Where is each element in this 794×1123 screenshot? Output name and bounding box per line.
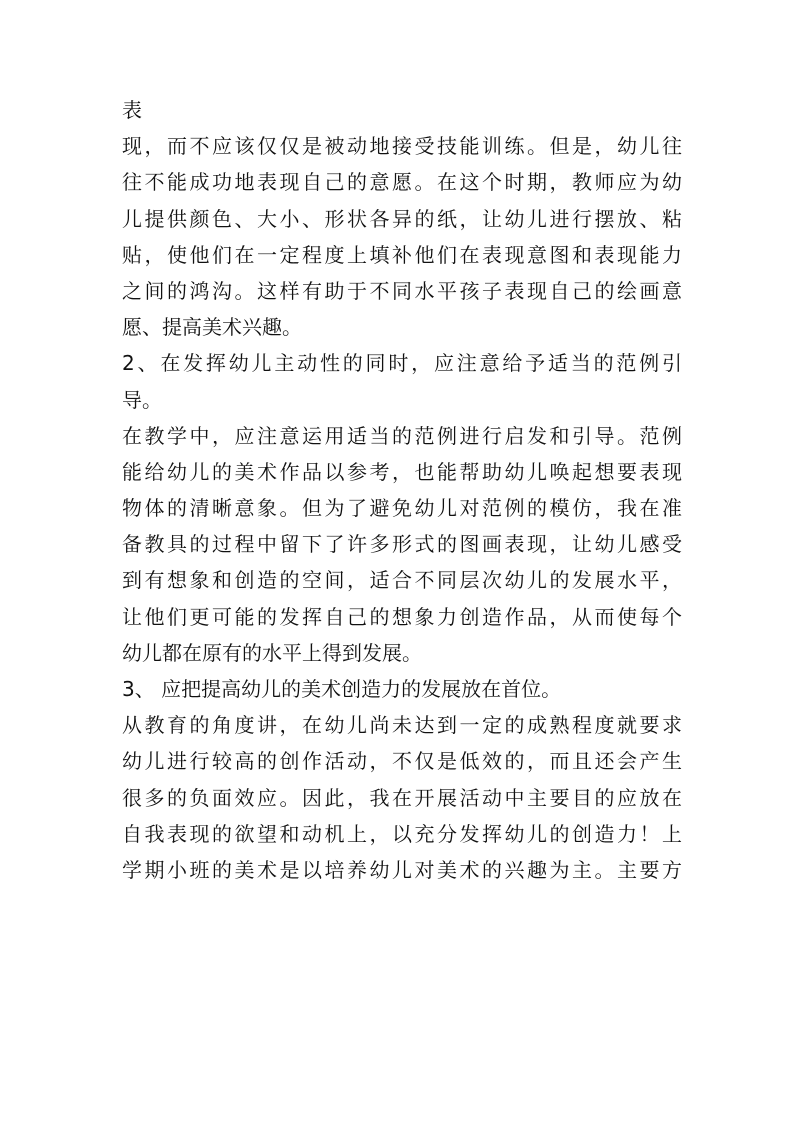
text-line: 能给幼儿的美术作品以参考，也能帮助幼儿唤起想要表现 xyxy=(122,459,682,484)
text-line: 自我表现的欲望和动机上，以充分发挥幼儿的创造力！上 xyxy=(122,821,682,846)
text-line: 儿提供颜色、大小、形状各异的纸，让幼儿进行摆放、粘 xyxy=(122,206,682,231)
text-line: 表 xyxy=(122,98,142,122)
text-line: 很多的负面效应。因此，我在开展活动中主要目的应放在 xyxy=(122,785,682,810)
text-line: 物体的清晰意象。但为了避免幼儿对范例的模仿，我在准 xyxy=(122,496,682,521)
text-line: 现，而不应该仅仅是被动地接受技能训练。但是，幼儿往 xyxy=(122,134,682,159)
text-line: 贴，使他们在一定程度上填补他们在表现意图和表现能力 xyxy=(122,242,682,267)
text-line: 从教育的角度讲，在幼儿尚未达到一定的成熟程度就要求 xyxy=(122,713,682,738)
section-heading: 2、在发挥幼儿主动性的同时，应注意给予适当的范例引 xyxy=(122,351,682,376)
text-line: 愿、提高美术兴趣。 xyxy=(122,315,302,340)
text-line: 学期小班的美术是以培养幼儿对美术的兴趣为主。主要方 xyxy=(122,857,682,882)
section-heading: 3、 应把提高幼儿的美术创造力的发展放在首位。 xyxy=(122,677,562,701)
section-heading: 导。 xyxy=(122,387,162,412)
text-line: 到有想象和创造的空间，适合不同层次幼儿的发展水平， xyxy=(122,568,682,593)
text-line: 让他们更可能的发挥自己的想象力创造作品，从而使每个 xyxy=(122,604,682,629)
document-body xyxy=(122,92,682,888)
text-line: 幼儿都在原有的水平上得到发展。 xyxy=(122,640,422,665)
text-line: 之间的鸿沟。这样有助于不同水平孩子表现自己的绘画意 xyxy=(122,278,682,303)
text-line: 备教具的过程中留下了许多形式的图画表现，让幼儿感受 xyxy=(122,532,682,557)
text-line: 往不能成功地表现自己的意愿。在这个时期，教师应为幼 xyxy=(122,170,682,195)
text-line: 幼儿进行较高的创作活动，不仅是低效的，而且还会产生 xyxy=(122,749,682,774)
text-line: 在教学中，应注意运用适当的范例进行启发和引导。范例 xyxy=(122,423,682,448)
